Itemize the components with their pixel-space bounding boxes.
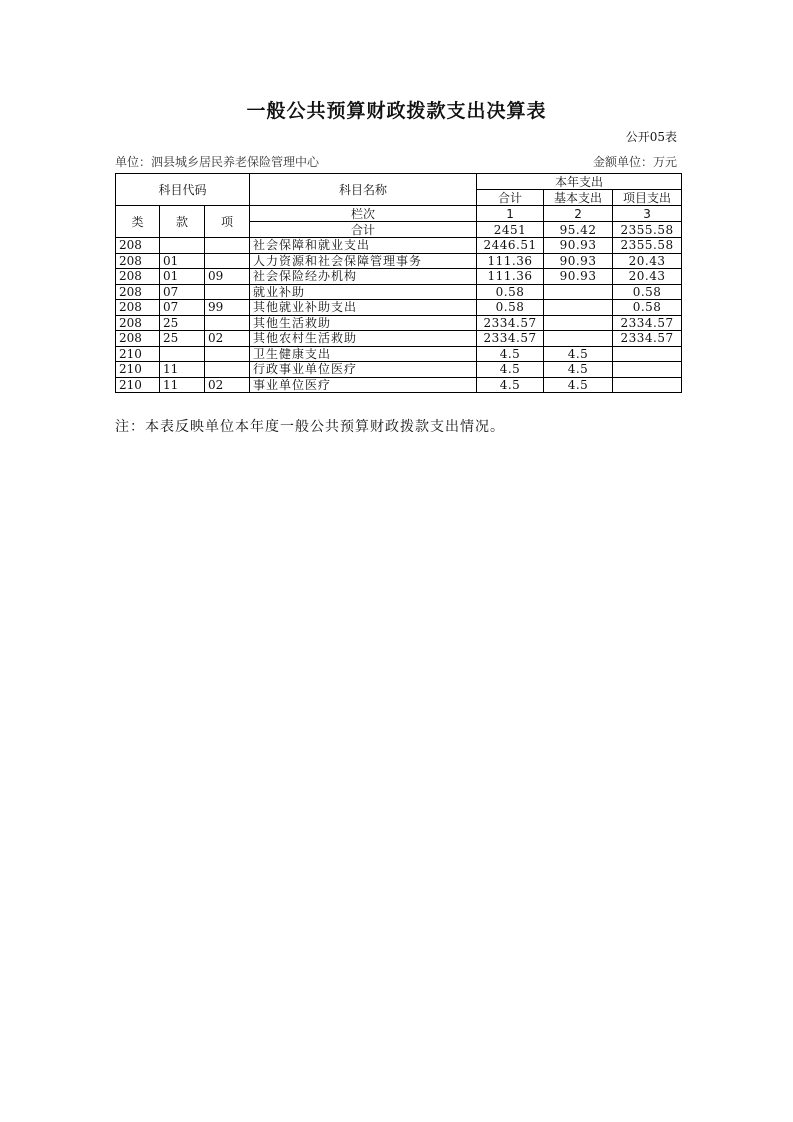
total-row-total: 2451 — [477, 222, 544, 238]
cell-basic: 90.93 — [544, 253, 613, 269]
cell-category: 210 — [116, 377, 160, 393]
cell-category: 208 — [116, 315, 160, 331]
cell-name: 人力资源和社会保障管理事务 — [250, 253, 477, 269]
page-title: 一般公共预算财政拨款支出决算表 — [246, 100, 547, 122]
header-num-2: 2 — [544, 206, 613, 222]
cell-item — [205, 315, 250, 331]
cell-section: 01 — [160, 253, 205, 269]
cell-category: 208 — [116, 300, 160, 316]
cell-project: 2334.57 — [613, 315, 682, 331]
cell-section: 07 — [160, 300, 205, 316]
cell-item: 09 — [205, 269, 250, 285]
cell-total: 2446.51 — [477, 238, 544, 254]
cell-basic: 90.93 — [544, 269, 613, 285]
table-row — [116, 346, 682, 362]
form-code: 公开05表 — [625, 130, 677, 144]
header-subject-code: 科目代码 — [116, 174, 250, 206]
header-item: 项 — [205, 206, 250, 238]
header-col-total: 合计 — [477, 190, 544, 206]
cell-project — [613, 362, 682, 378]
cell-section: 07 — [160, 284, 205, 300]
cell-category: 208 — [116, 284, 160, 300]
header-num-3: 3 — [613, 206, 682, 222]
cell-basic: 90.93 — [544, 238, 613, 254]
cell-item — [205, 362, 250, 378]
cell-name: 就业补助 — [250, 284, 477, 300]
cell-name: 其他生活救助 — [250, 315, 477, 331]
header-section: 款 — [160, 206, 205, 238]
cell-category: 208 — [116, 331, 160, 347]
header-col-basic: 基本支出 — [544, 190, 613, 206]
cell-total: 0.58 — [477, 284, 544, 300]
cell-name: 其他农村生活救助 — [250, 331, 477, 347]
table-note: 注：本表反映单位本年度一般公共预算财政拨款支出情况。 — [115, 419, 505, 435]
cell-category: 208 — [116, 238, 160, 254]
cell-basic: 4.5 — [544, 377, 613, 393]
cell-item — [205, 253, 250, 269]
table-row — [116, 377, 682, 393]
cell-total: 111.36 — [477, 269, 544, 285]
money-unit-label: 金额单位：万元 — [592, 155, 677, 169]
cell-category: 208 — [116, 253, 160, 269]
cell-section — [160, 238, 205, 254]
cell-section: 25 — [160, 315, 205, 331]
cell-total: 4.5 — [477, 346, 544, 362]
cell-section: 25 — [160, 331, 205, 347]
cell-item: 02 — [205, 377, 250, 393]
header-num-1: 1 — [477, 206, 544, 222]
header-column-label: 栏次 — [250, 206, 477, 222]
total-row-label: 合计 — [250, 222, 477, 238]
cell-item — [205, 238, 250, 254]
table-row — [116, 300, 682, 316]
table-row — [116, 362, 682, 378]
cell-name: 卫生健康支出 — [250, 346, 477, 362]
cell-project: 0.58 — [613, 284, 682, 300]
cell-category: 210 — [116, 346, 160, 362]
cell-project: 20.43 — [613, 269, 682, 285]
table-row — [116, 269, 682, 285]
cell-name: 社会保障和就业支出 — [250, 238, 477, 254]
cell-section — [160, 346, 205, 362]
cell-name: 行政事业单位医疗 — [250, 362, 477, 378]
cell-item: 99 — [205, 300, 250, 316]
header-category: 类 — [116, 206, 160, 238]
header-subject-name: 科目名称 — [250, 174, 477, 206]
cell-basic — [544, 300, 613, 316]
cell-basic: 4.5 — [544, 362, 613, 378]
cell-name: 事业单位医疗 — [250, 377, 477, 393]
cell-total: 0.58 — [477, 300, 544, 316]
cell-basic — [544, 315, 613, 331]
cell-total: 2334.57 — [477, 315, 544, 331]
table-row — [116, 331, 682, 347]
cell-total: 111.36 — [477, 253, 544, 269]
cell-project: 2334.57 — [613, 331, 682, 347]
cell-item — [205, 284, 250, 300]
cell-category: 210 — [116, 362, 160, 378]
table-row — [116, 238, 682, 254]
total-row-basic: 95.42 — [544, 222, 613, 238]
cell-basic: 4.5 — [544, 346, 613, 362]
cell-project — [613, 377, 682, 393]
cell-project: 0.58 — [613, 300, 682, 316]
cell-total: 4.5 — [477, 362, 544, 378]
cell-section: 11 — [160, 377, 205, 393]
table-row — [116, 315, 682, 331]
cell-category: 208 — [116, 269, 160, 285]
cell-item — [205, 346, 250, 362]
total-row-project: 2355.58 — [613, 222, 682, 238]
cell-project — [613, 346, 682, 362]
cell-item: 02 — [205, 331, 250, 347]
cell-project: 20.43 — [613, 253, 682, 269]
cell-basic — [544, 331, 613, 347]
header-col-project: 项目支出 — [613, 190, 682, 206]
table-row — [116, 253, 682, 269]
cell-total: 2334.57 — [477, 331, 544, 347]
cell-total: 4.5 — [477, 377, 544, 393]
unit-label: 单位：泗县城乡居民养老保险管理中心 — [115, 155, 320, 169]
header-current-year: 本年支出 — [477, 174, 682, 190]
cell-name: 社会保险经办机构 — [250, 269, 477, 285]
cell-section: 11 — [160, 362, 205, 378]
cell-basic — [544, 284, 613, 300]
cell-name: 其他就业补助支出 — [250, 300, 477, 316]
expenditure-table — [115, 173, 682, 393]
table-row — [116, 284, 682, 300]
cell-section: 01 — [160, 269, 205, 285]
cell-project: 2355.58 — [613, 238, 682, 254]
